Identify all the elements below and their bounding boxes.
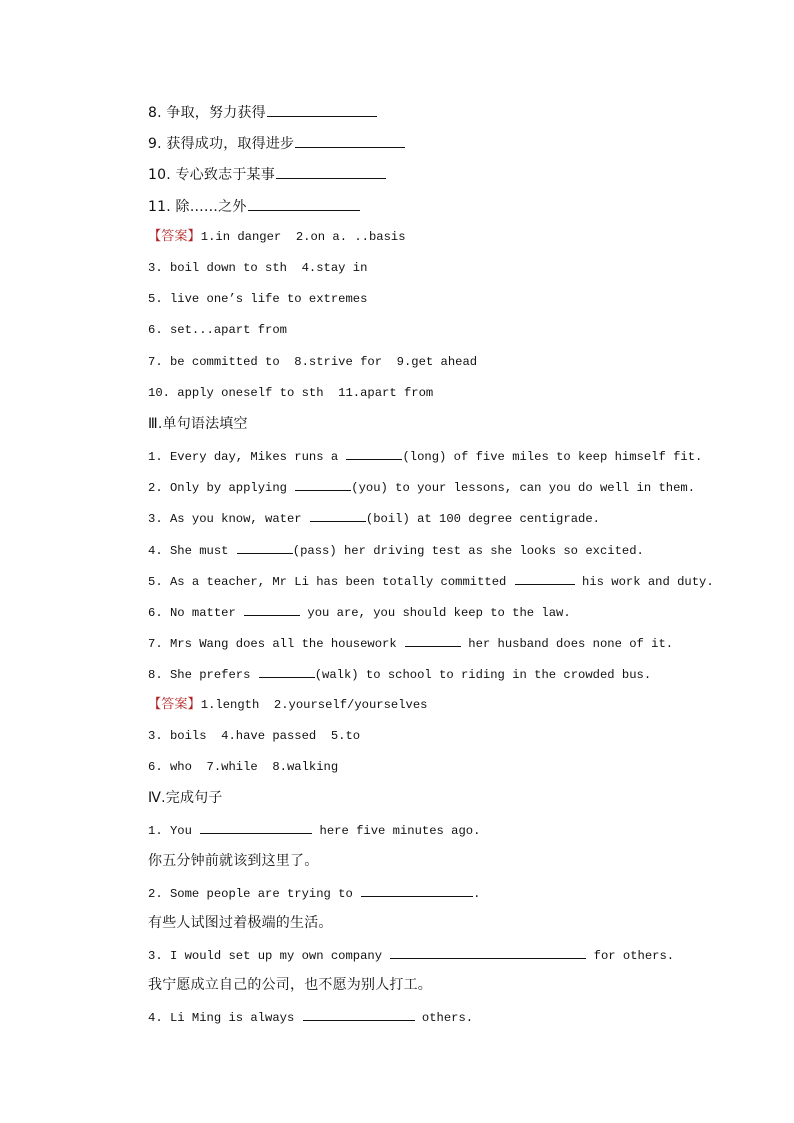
item-text: 2. Only by applying	[148, 481, 295, 496]
answer-line: 10. apply oneself to sth 11.apart from	[148, 385, 434, 400]
answer-blank[interactable]	[515, 570, 575, 585]
answer-text: 1.length 2.yourself/yourselves	[200, 697, 428, 712]
answer-blank[interactable]	[248, 196, 360, 211]
answer-line	[148, 227, 708, 258]
answer-line: 3. boil down to sth 4.stay in	[148, 260, 368, 275]
item-text: 4. Li Ming is always	[148, 1011, 302, 1026]
item-text: for others.	[586, 949, 675, 964]
vocab-prompt: 11. 除……之外	[148, 198, 247, 215]
answer-blank[interactable]	[244, 601, 300, 616]
answer-line: 7. be committed to 8.strive for 9.get ahead	[148, 354, 478, 369]
item-text: 5. As a teacher, Mr Li has been totally committed	[148, 574, 514, 589]
answer-blank[interactable]	[346, 445, 402, 460]
sentence-item-2	[148, 882, 708, 913]
item-text: (pass) her driving test as she looks so excited.	[292, 543, 644, 558]
answer-blank[interactable]	[310, 507, 366, 522]
sentence-item-4	[148, 1006, 708, 1037]
item-text: 1. You	[148, 824, 200, 839]
vocab-item-9	[148, 133, 708, 164]
answer-line: 6. set...apart from	[148, 323, 287, 338]
answer-blank[interactable]	[267, 102, 377, 117]
answer-line	[148, 695, 708, 726]
sentence-item-3	[148, 944, 708, 975]
item-text: you are, you should keep to the law.	[300, 606, 571, 620]
item-text: 8. She prefers	[148, 668, 258, 683]
grammar-item-6	[148, 601, 708, 632]
item-text: 4. She must	[148, 543, 236, 558]
vocab-item-10	[148, 164, 708, 195]
answer-text: 1.in danger 2.on a. ..basis	[200, 229, 406, 244]
section-title: Ⅲ.单句语法填空	[148, 415, 248, 432]
item-text: 1. Every day, Mikes runs a	[148, 450, 346, 465]
item-text: others.	[414, 1011, 474, 1026]
answer-blank[interactable]	[361, 882, 473, 897]
answer-blank[interactable]	[405, 632, 461, 647]
answer-tag: 【答案】	[148, 696, 201, 712]
grammar-item-7	[148, 632, 708, 663]
sentence-item-1	[148, 819, 708, 850]
sentence-translation: 有些人试图过着极端的生活。	[148, 914, 333, 931]
answer-blank[interactable]	[390, 944, 586, 959]
item-text: here five minutes ago.	[312, 824, 481, 839]
vocab-prompt: 10. 专心致志于某事	[148, 167, 275, 184]
answer-tag: 【答案】	[148, 228, 201, 244]
vocab-item-11	[148, 196, 708, 227]
answer-line: 5. live one’s life to extremes	[148, 292, 368, 307]
answer-blank[interactable]	[295, 476, 351, 491]
answer-blank[interactable]	[295, 133, 405, 148]
answer-blank[interactable]	[200, 819, 312, 834]
answer-blank[interactable]	[259, 663, 315, 678]
answer-blank[interactable]	[237, 539, 293, 554]
answer-blank[interactable]	[303, 1006, 415, 1021]
item-text: (walk) to school to riding in the crowded bus.	[314, 668, 652, 683]
sentence-translation: 我宁愿成立自己的公司，也不愿为别人打工。	[148, 977, 432, 994]
grammar-item-3	[148, 507, 708, 538]
item-text: (long) of five miles to keep himself fit.	[402, 450, 703, 465]
grammar-item-4	[148, 539, 708, 570]
item-text: 2. Some people are trying to	[148, 886, 361, 901]
answer-line: 3. boils 4.have passed 5.to	[148, 728, 361, 743]
item-text: 3. I would set up my own company	[148, 949, 390, 964]
answer-line: 6. who 7.while 8.walking	[148, 759, 339, 774]
section-title: Ⅳ.完成句子	[148, 790, 223, 807]
vocab-item-8	[148, 102, 708, 133]
item-text: his work and duty.	[574, 574, 714, 589]
sentence-translation: 你五分钟前就该到这里了。	[148, 852, 319, 869]
worksheet-content	[148, 102, 714, 1038]
grammar-item-1	[148, 445, 708, 476]
vocab-prompt: 8. 争取，努力获得	[148, 105, 266, 121]
item-text: (you) to your lessons, can you do well in them.	[351, 481, 696, 496]
item-text: her husband does none of it.	[460, 637, 674, 652]
grammar-item-8	[148, 663, 708, 694]
grammar-item-5	[148, 570, 714, 601]
answer-blank[interactable]	[276, 164, 386, 179]
grammar-item-2	[148, 476, 708, 507]
item-text: 3. As you know, water	[148, 512, 309, 527]
item-text: 6. No matter	[148, 606, 244, 620]
item-text: 7. Mrs Wang does all the housework	[148, 637, 404, 652]
item-text: (boil) at 100 degree centigrade.	[365, 512, 600, 527]
vocab-prompt: 9. 获得成功，取得进步	[148, 136, 295, 153]
item-text: .	[473, 886, 481, 901]
